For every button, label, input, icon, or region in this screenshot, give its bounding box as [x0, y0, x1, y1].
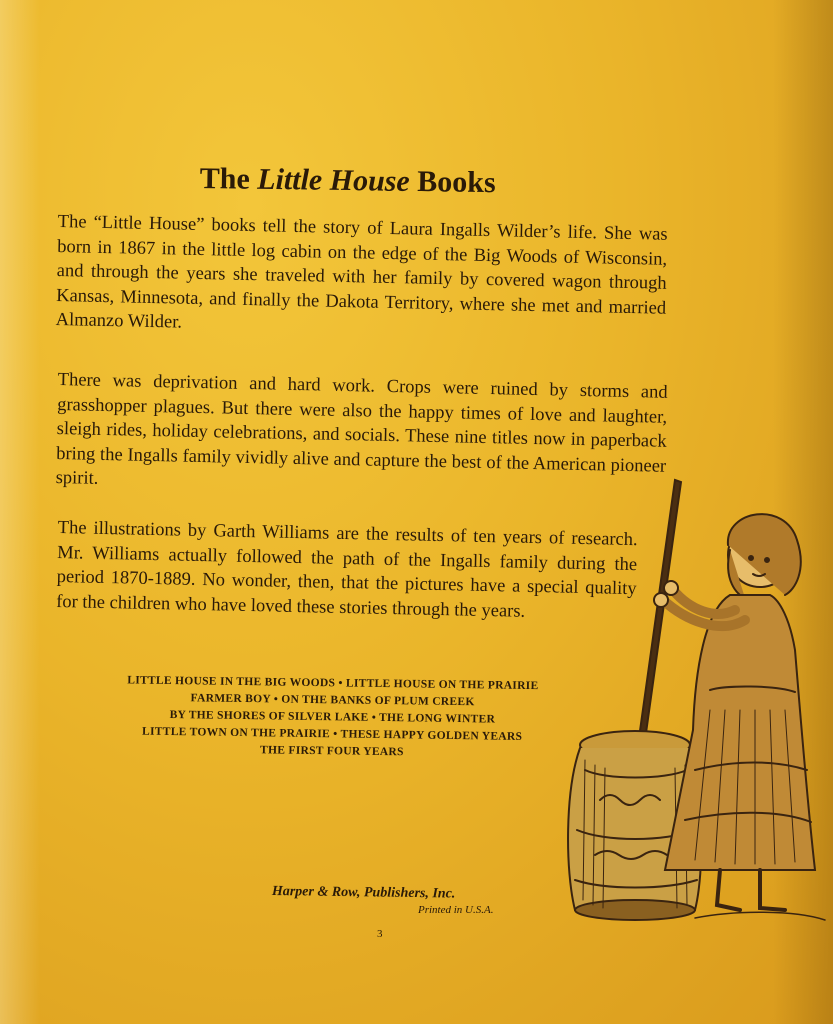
book-titles-line: LITTLE TOWN ON THE PRAIRIE • THESE HAPPY GOLDEN YEARS: [141, 725, 523, 743]
book-titles-line: BY THE SHORES OF SILVER LAKE • THE LONG WINTER: [169, 709, 496, 726]
page-title: [200, 162, 560, 201]
paragraph-story: The “Little House” books tell the story of Laura Ingalls Wilder’s life. She was born in 1867 in the little log cabin on the edge of the Big Woods of Wisconsin, and through the years she traveled with her family by covered wagon through Kansas, Minnesota, and finally the Dakota Territory, where she met and married Almanzo Wilder.: [55, 211, 668, 333]
publisher-name: Harper & Row, Publishers, Inc.: [271, 884, 456, 902]
book-titles-line: THE FIRST FOUR YEARS: [259, 744, 404, 759]
cover-wear: [0, 0, 40, 1024]
page-number: 3: [377, 928, 383, 940]
girl-churning-butter-illustration: [545, 470, 830, 940]
title-suffix: Books: [409, 164, 496, 200]
book-titles-line: LITTLE HOUSE IN THE BIG WOODS • LITTLE HOUSE ON THE PRAIRIE: [127, 674, 539, 693]
title-italic: Little House: [257, 162, 410, 198]
paragraph-illustrations: The illustrations by Garth Williams are the results of ten years of research. Mr. Williams actually followed the path of the Ingalls family during the period 1870-1889. No wonder, then, that the pictures have a special quality for the children who have loved these stories through the years.: [56, 517, 638, 622]
printed-in-note: Printed in U.S.A.: [418, 904, 494, 916]
title-prefix: The: [199, 162, 258, 196]
book-titles-line: FARMER BOY • ON THE BANKS OF PLUM CREEK: [190, 692, 475, 709]
paragraph-pioneer-life: There was deprivation and hard work. Crops were ruined by storms and grasshopper plagues. But there were also the happy times of love and laughter, sleigh rides, holiday celebrations, and socials. These nine titles now in paperback bring the Ingalls family vividly alive and capture the best of the American pioneer spirit.: [55, 369, 668, 489]
book-titles-list: [97, 672, 568, 764]
